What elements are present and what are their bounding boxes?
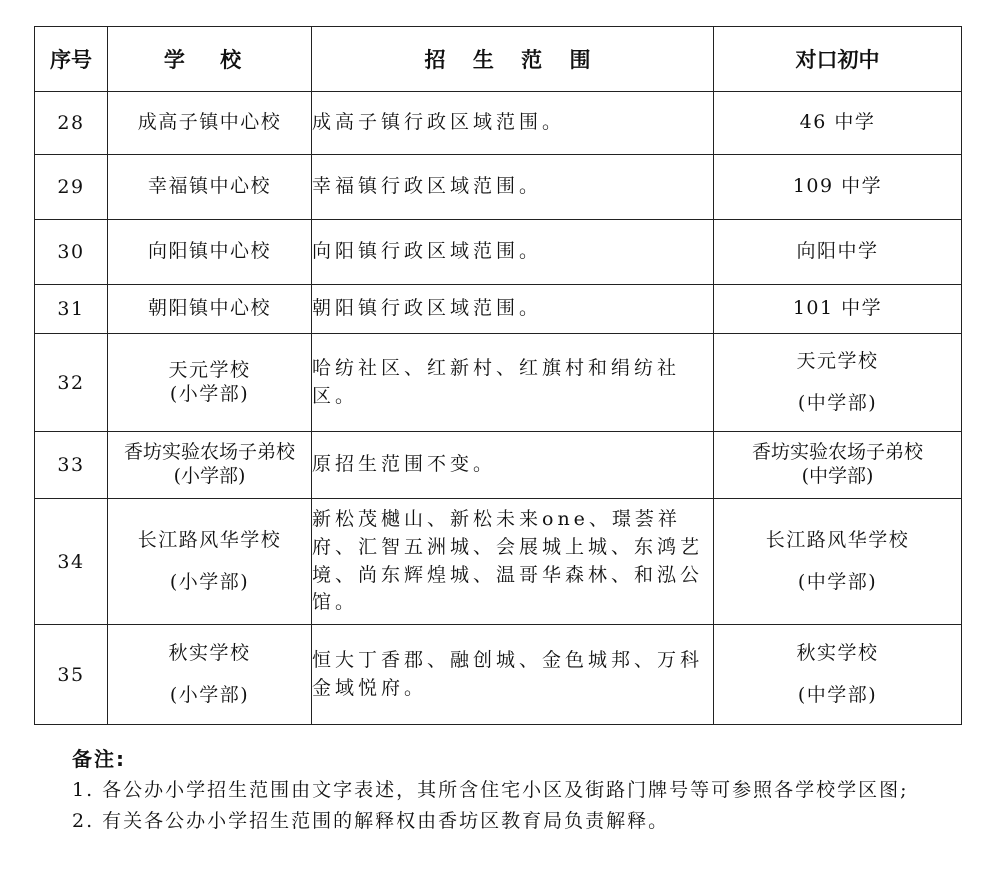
middle-school: 向阳中学 (714, 220, 962, 285)
enrollment-table (34, 26, 962, 725)
enrollment-scope: 朝阳镇行政区域范围。 (312, 285, 714, 334)
notes-title: 备注: (72, 747, 126, 771)
table-row (35, 220, 962, 285)
notes-section (72, 744, 952, 837)
header-no: 序号 (35, 27, 108, 92)
school-name: 成高子镇中心校 (108, 92, 312, 155)
row-number: 28 (35, 92, 108, 155)
enrollment-scope: 向阳镇行政区域范围。 (312, 220, 714, 285)
school-name: 秋实学校 (小学部) (108, 625, 312, 725)
table-row (35, 285, 962, 334)
enrollment-scope: 幸福镇行政区域范围。 (312, 155, 714, 220)
enrollment-scope: 原招生范围不变。 (312, 432, 714, 499)
enrollment-scope: 恒大丁香郡、融创城、金色城邦、万科金域悦府。 (312, 625, 714, 725)
school-name: 幸福镇中心校 (108, 155, 312, 220)
school-name: 长江路风华学校 (小学部) (108, 499, 312, 625)
enrollment-scope: 哈纺社区、红新村、红旗村和绢纺社区。 (312, 334, 714, 432)
header-middle-school: 对口初中 (714, 27, 962, 92)
header-scope: 招 生 范 围 (312, 27, 714, 92)
row-number: 33 (35, 432, 108, 499)
header-school: 学 校 (108, 27, 312, 92)
middle-school: 秋实学校 (中学部) (714, 625, 962, 725)
table-header-row (35, 27, 962, 92)
table-row (35, 155, 962, 220)
row-number: 29 (35, 155, 108, 220)
row-number: 30 (35, 220, 108, 285)
enrollment-scope: 成高子镇行政区域范围。 (312, 92, 714, 155)
middle-school: 109 中学 (714, 155, 962, 220)
middle-school: 101 中学 (714, 285, 962, 334)
table-row (35, 499, 962, 625)
row-number: 32 (35, 334, 108, 432)
note-item: 1. 各公办小学招生范围由文字表述，其所含住宅小区及街路门牌号等可参照各学校学区图; (72, 779, 909, 801)
table-row (35, 625, 962, 725)
row-number: 35 (35, 625, 108, 725)
note-item: 2. 有关各公办小学招生范围的解释权由香坊区教育局负责解释。 (72, 810, 670, 832)
middle-school: 46 中学 (714, 92, 962, 155)
middle-school: 长江路风华学校 (中学部) (714, 499, 962, 625)
row-number: 34 (35, 499, 108, 625)
enrollment-scope: 新松茂樾山、新松未来one、璟荟祥府、汇智五洲城、会展城上城、东鸿艺境、尚东辉煌城、温哥华森林、和泓公馆。 (312, 499, 714, 625)
table-row (35, 334, 962, 432)
middle-school: 天元学校 (中学部) (714, 334, 962, 432)
school-name: 天元学校 (小学部) (108, 334, 312, 432)
school-name: 向阳镇中心校 (108, 220, 312, 285)
school-name: 香坊实验农场子弟校 (小学部) (108, 432, 312, 499)
row-number: 31 (35, 285, 108, 334)
table-row (35, 432, 962, 499)
table-row (35, 92, 962, 155)
middle-school: 香坊实验农场子弟校 (中学部) (714, 432, 962, 499)
school-name: 朝阳镇中心校 (108, 285, 312, 334)
